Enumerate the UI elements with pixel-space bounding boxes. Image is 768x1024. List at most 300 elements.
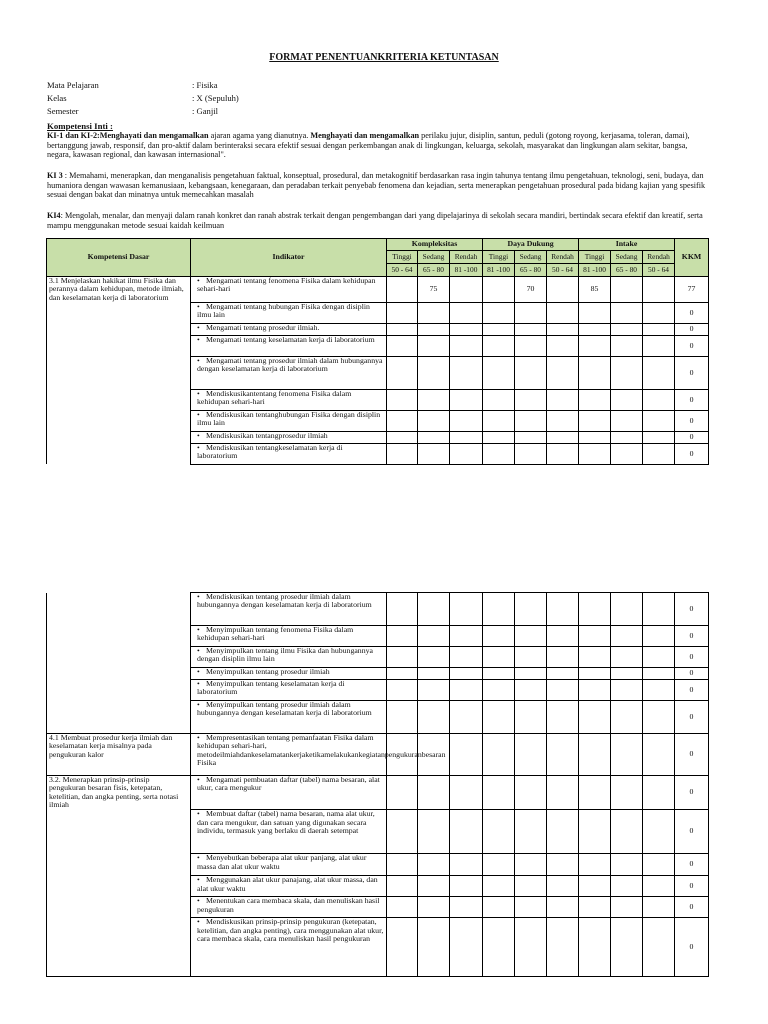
score-cell[interactable]	[483, 389, 515, 410]
score-cell[interactable]	[483, 410, 515, 431]
kkm-cell: 0	[675, 302, 709, 323]
score-cell[interactable]	[515, 356, 547, 389]
score-cell[interactable]	[450, 323, 483, 335]
score-cell[interactable]	[450, 701, 483, 734]
score-cell[interactable]	[418, 443, 450, 464]
ki4-text: : Mengolah, menalar, dan menyaji dalam ranah konkret dan ranah abstrak terkait dengan pengembangan dari yang dipelajarinya di sekolah secara mandiri, bertindak secara efektif dan kreatif, serta mampu menggunakan metode sesuai kaidah keilmuan	[47, 211, 703, 230]
indikator-text: Mendiskusikan tentangkeselamatan kerja di laboratorium	[197, 442, 343, 461]
bullet-icon: •	[197, 409, 200, 419]
indikator-cell	[191, 810, 387, 854]
score-cell[interactable]	[450, 431, 483, 443]
score-cell[interactable]: 70	[515, 277, 547, 303]
score-cell[interactable]	[579, 680, 611, 701]
score-cell[interactable]	[450, 626, 483, 647]
score-cell[interactable]	[515, 701, 547, 734]
score-cell[interactable]	[450, 647, 483, 668]
score-cell[interactable]	[643, 918, 675, 977]
score-cell[interactable]	[547, 680, 579, 701]
score-cell[interactable]	[483, 876, 515, 897]
indikator-cell	[191, 443, 387, 464]
score-cell[interactable]	[579, 668, 611, 680]
score-cell[interactable]	[643, 680, 675, 701]
document-title: FORMAT PENENTUANKRITERIA KETUNTASAN	[269, 52, 499, 63]
score-cell[interactable]	[547, 323, 579, 335]
score-cell[interactable]	[611, 810, 643, 854]
score-cell[interactable]	[483, 810, 515, 854]
score-cell[interactable]	[547, 734, 579, 776]
score-cell[interactable]	[387, 810, 418, 854]
score-cell[interactable]	[579, 443, 611, 464]
score-cell[interactable]	[515, 668, 547, 680]
score-cell[interactable]	[515, 680, 547, 701]
score-cell[interactable]	[611, 626, 643, 647]
meta-label: Mata Pelajaran	[47, 80, 99, 90]
score-cell[interactable]	[579, 918, 611, 977]
kompetensi-dasar-cell	[47, 302, 191, 323]
score-cell[interactable]	[643, 335, 675, 356]
score-cell[interactable]	[418, 776, 450, 810]
indikator-text: Mengamati tentang prosedur ilmiah dalam hubungannya dengan keselamatan kerja di laboratorium	[197, 355, 383, 374]
ki1-bold2: Menghayati dan mengamalkan	[310, 131, 420, 140]
indikator-cell	[191, 776, 387, 810]
score-cell[interactable]	[515, 593, 547, 626]
kkm-cell: 0	[675, 431, 709, 443]
score-cell[interactable]	[579, 776, 611, 810]
score-cell[interactable]	[643, 356, 675, 389]
score-cell[interactable]	[387, 647, 418, 668]
score-cell[interactable]	[387, 356, 418, 389]
score-cell[interactable]	[483, 668, 515, 680]
score-cell[interactable]	[450, 410, 483, 431]
score-cell[interactable]	[450, 668, 483, 680]
table-row	[47, 431, 709, 443]
meta-label: Semester	[47, 106, 79, 116]
score-cell[interactable]	[547, 701, 579, 734]
score-cell[interactable]	[515, 626, 547, 647]
bullet-icon: •	[197, 276, 200, 285]
score-cell[interactable]	[611, 897, 643, 918]
kkm-cell: 0	[675, 810, 709, 854]
score-cell[interactable]	[611, 734, 643, 776]
score-cell[interactable]	[483, 734, 515, 776]
score-cell[interactable]	[418, 668, 450, 680]
kompetensi-dasar-cell	[47, 431, 191, 443]
score-cell[interactable]	[515, 323, 547, 335]
table-row	[47, 302, 709, 323]
table-row	[47, 323, 709, 335]
score-cell[interactable]	[611, 854, 643, 876]
score-cell[interactable]	[547, 277, 579, 303]
score-cell[interactable]	[547, 335, 579, 356]
score-cell[interactable]	[515, 854, 547, 876]
indikator-text: Mengamati tentang prosedur ilmiah.	[206, 322, 320, 332]
indikator-cell	[191, 389, 387, 410]
score-cell[interactable]	[483, 918, 515, 977]
score-cell[interactable]	[643, 277, 675, 303]
meta-value: : Ganjil	[192, 106, 219, 116]
score-cell[interactable]	[387, 776, 418, 810]
kkm-cell: 0	[675, 443, 709, 464]
bullet-icon: •	[197, 301, 200, 311]
score-cell[interactable]	[547, 897, 579, 918]
score-cell[interactable]	[643, 410, 675, 431]
ki3-paragraph	[47, 171, 707, 200]
score-cell[interactable]	[387, 302, 418, 323]
score-cell[interactable]	[418, 593, 450, 626]
kompetensi-dasar-cell	[47, 897, 191, 918]
score-cell[interactable]	[611, 680, 643, 701]
kkm-cell: 0	[675, 680, 709, 701]
indikator-cell	[191, 431, 387, 443]
indikator-text: Mendiskusikan tentanghubungan Fisika dengan disiplin ilmu lain	[197, 409, 381, 428]
score-cell[interactable]	[483, 335, 515, 356]
score-cell[interactable]	[387, 431, 418, 443]
kompetensi-dasar-cell	[47, 701, 191, 734]
meta-value: : X (Sepuluh)	[192, 93, 239, 103]
score-cell[interactable]	[483, 443, 515, 464]
score-cell[interactable]	[579, 335, 611, 356]
score-cell[interactable]	[387, 701, 418, 734]
indikator-text: Menggunakan alat ukur panajang, alat ukur massa, dan alat ukur waktu	[197, 875, 378, 893]
score-cell[interactable]	[643, 668, 675, 680]
score-cell[interactable]	[418, 647, 450, 668]
score-cell[interactable]	[483, 323, 515, 335]
score-cell[interactable]	[643, 431, 675, 443]
indikator-cell	[191, 897, 387, 918]
score-cell[interactable]	[515, 918, 547, 977]
score-cell[interactable]	[579, 626, 611, 647]
kkm-cell: 0	[675, 323, 709, 335]
indikator-cell	[191, 323, 387, 335]
score-cell[interactable]	[418, 626, 450, 647]
table-row	[47, 593, 709, 626]
score-cell[interactable]	[418, 356, 450, 389]
score-cell[interactable]	[611, 876, 643, 897]
score-cell[interactable]	[387, 593, 418, 626]
table-row	[47, 810, 709, 854]
score-cell[interactable]	[547, 431, 579, 443]
score-cell[interactable]	[611, 389, 643, 410]
score-cell[interactable]	[643, 626, 675, 647]
score-cell[interactable]	[387, 918, 418, 977]
score-cell[interactable]	[611, 776, 643, 810]
score-cell[interactable]	[483, 302, 515, 323]
header-range: 65 - 80	[515, 264, 547, 277]
score-cell[interactable]	[611, 443, 643, 464]
bullet-icon: •	[197, 625, 200, 634]
score-cell[interactable]	[643, 810, 675, 854]
score-cell[interactable]	[450, 335, 483, 356]
kkm-cell: 0	[675, 668, 709, 680]
score-cell[interactable]	[483, 776, 515, 810]
score-cell[interactable]	[579, 701, 611, 734]
kkm-cell: 0	[675, 897, 709, 918]
score-cell[interactable]	[387, 277, 418, 303]
score-cell[interactable]	[547, 668, 579, 680]
indikator-cell	[191, 593, 387, 626]
score-cell[interactable]	[483, 680, 515, 701]
score-cell[interactable]	[579, 876, 611, 897]
kompetensi-dasar-cell	[47, 810, 191, 854]
header-sub-level: Tinggi	[483, 251, 515, 264]
score-cell[interactable]	[515, 876, 547, 897]
score-cell[interactable]	[483, 626, 515, 647]
indikator-text: Menentukan cara membaca skala, dan menuliskan hasil pengukuran	[197, 896, 380, 914]
score-cell[interactable]	[450, 810, 483, 854]
score-cell[interactable]	[515, 389, 547, 410]
score-cell[interactable]	[515, 647, 547, 668]
bullet-icon: •	[197, 334, 200, 344]
score-cell[interactable]	[611, 701, 643, 734]
indikator-text: Menyimpulkan tentang prosedur ilmiah	[206, 667, 330, 676]
score-cell[interactable]	[483, 647, 515, 668]
kkm-cell: 0	[675, 356, 709, 389]
score-cell[interactable]	[418, 389, 450, 410]
score-cell[interactable]	[643, 443, 675, 464]
indikator-text: Mendiskusikan prinsip-prinsip pengukuran (ketepatan, ketelitian, dan angka penting), cara menggunakan alat ukur, cara membaca skala, cara menuliskan hasil pengukuran	[197, 917, 384, 943]
score-cell[interactable]	[387, 443, 418, 464]
score-cell[interactable]	[579, 647, 611, 668]
score-cell[interactable]: 85	[579, 277, 611, 303]
meta-row-class	[47, 93, 239, 103]
score-cell[interactable]	[450, 277, 483, 303]
kompetensi-dasar-cell	[47, 918, 191, 977]
score-cell[interactable]	[611, 431, 643, 443]
score-cell[interactable]	[418, 897, 450, 918]
bullet-icon: •	[197, 679, 200, 688]
indikator-cell	[191, 410, 387, 431]
table-row	[47, 854, 709, 876]
kompetensi-dasar-cell	[47, 876, 191, 897]
score-cell[interactable]	[418, 410, 450, 431]
score-cell[interactable]	[579, 734, 611, 776]
score-cell[interactable]	[579, 897, 611, 918]
table-row	[47, 680, 709, 701]
score-cell[interactable]	[450, 918, 483, 977]
indikator-text: Menyimpulkan tentang prosedur ilmiah dalam hubungannya dengan keselamatan kerja di laboratorium	[197, 700, 372, 718]
score-cell[interactable]	[387, 323, 418, 335]
score-cell[interactable]	[450, 389, 483, 410]
kkm-cell: 0	[675, 335, 709, 356]
bullet-icon: •	[197, 646, 200, 655]
table-row	[47, 647, 709, 668]
score-cell[interactable]	[418, 876, 450, 897]
score-cell[interactable]	[387, 626, 418, 647]
score-cell[interactable]	[547, 776, 579, 810]
score-cell[interactable]	[611, 593, 643, 626]
score-cell[interactable]	[611, 323, 643, 335]
kompetensi-dasar-cell	[47, 593, 191, 626]
indikator-cell	[191, 680, 387, 701]
kkm-table-part1	[46, 238, 709, 465]
score-cell[interactable]	[643, 854, 675, 876]
kkm-cell: 0	[675, 734, 709, 776]
score-cell[interactable]	[418, 854, 450, 876]
score-cell[interactable]	[387, 897, 418, 918]
indikator-cell	[191, 854, 387, 876]
score-cell[interactable]	[611, 410, 643, 431]
ki4-lead: KI4	[47, 211, 61, 220]
kompetensi-dasar-cell: 3.1 Menjelaskan hakikat ilmu Fisika dan perannya dalam kehidupan, metode ilmiah, dan keselamatan kerja di laboratorium	[47, 277, 191, 303]
score-cell[interactable]	[450, 854, 483, 876]
header-sub-level: Tinggi	[579, 251, 611, 264]
table-row	[47, 356, 709, 389]
score-cell[interactable]	[643, 647, 675, 668]
score-cell[interactable]	[515, 734, 547, 776]
score-cell[interactable]	[483, 897, 515, 918]
score-cell[interactable]	[579, 854, 611, 876]
header-sub-level: Sedang	[418, 251, 450, 264]
score-cell[interactable]	[515, 897, 547, 918]
score-cell[interactable]	[387, 854, 418, 876]
table-row	[47, 701, 709, 734]
score-cell[interactable]	[387, 410, 418, 431]
score-cell[interactable]	[547, 647, 579, 668]
score-cell[interactable]	[418, 701, 450, 734]
score-cell[interactable]	[547, 410, 579, 431]
ki4-paragraph	[47, 211, 707, 230]
score-cell[interactable]	[547, 302, 579, 323]
kkm-cell: 0	[675, 876, 709, 897]
score-cell[interactable]	[547, 389, 579, 410]
ki1-paragraph	[47, 131, 707, 160]
score-cell[interactable]	[515, 431, 547, 443]
score-cell[interactable]	[643, 897, 675, 918]
score-cell[interactable]	[643, 593, 675, 626]
indikator-cell	[191, 876, 387, 897]
kkm-cell: 0	[675, 626, 709, 647]
score-cell[interactable]	[579, 389, 611, 410]
score-cell[interactable]	[450, 680, 483, 701]
score-cell[interactable]	[387, 668, 418, 680]
kompetensi-dasar-cell	[47, 854, 191, 876]
score-cell[interactable]	[515, 776, 547, 810]
score-cell[interactable]	[450, 876, 483, 897]
indikator-cell	[191, 626, 387, 647]
score-cell[interactable]	[547, 810, 579, 854]
score-cell[interactable]	[547, 593, 579, 626]
score-cell[interactable]	[418, 918, 450, 977]
score-cell[interactable]	[547, 876, 579, 897]
score-cell[interactable]	[387, 335, 418, 356]
score-cell[interactable]: 75	[418, 277, 450, 303]
score-cell[interactable]	[450, 734, 483, 776]
score-cell[interactable]	[579, 302, 611, 323]
score-cell[interactable]	[450, 593, 483, 626]
score-cell[interactable]	[643, 389, 675, 410]
header-sub-level: Rendah	[547, 251, 579, 264]
score-cell[interactable]	[547, 854, 579, 876]
score-cell[interactable]	[483, 277, 515, 303]
score-cell[interactable]	[611, 302, 643, 323]
score-cell[interactable]	[450, 302, 483, 323]
score-cell[interactable]	[450, 443, 483, 464]
bullet-icon: •	[197, 733, 200, 742]
kompetensi-dasar-cell: 4.1 Membuat prosedur kerja ilmiah dan keselamatan kerja misalnya pada pengukuran kalor	[47, 734, 191, 776]
header-range: 50 - 64	[643, 264, 675, 277]
kompetensi-inti-heading: Kompetensi Inti :	[47, 121, 113, 131]
score-cell[interactable]	[483, 593, 515, 626]
score-cell[interactable]	[611, 668, 643, 680]
score-cell[interactable]	[611, 918, 643, 977]
kkm-cell: 0	[675, 647, 709, 668]
score-cell[interactable]	[418, 431, 450, 443]
score-cell[interactable]	[547, 443, 579, 464]
score-cell[interactable]	[515, 410, 547, 431]
score-cell[interactable]	[611, 277, 643, 303]
score-cell[interactable]	[579, 431, 611, 443]
score-cell[interactable]	[611, 356, 643, 389]
score-cell[interactable]	[515, 302, 547, 323]
score-cell[interactable]	[579, 410, 611, 431]
score-cell[interactable]	[547, 626, 579, 647]
score-cell[interactable]	[579, 593, 611, 626]
score-cell[interactable]	[483, 701, 515, 734]
score-cell[interactable]	[579, 810, 611, 854]
score-cell[interactable]	[579, 356, 611, 389]
score-cell[interactable]	[450, 776, 483, 810]
kompetensi-dasar-cell	[47, 389, 191, 410]
score-cell[interactable]	[387, 876, 418, 897]
indikator-text: Mendiskusikan tentangprosedur ilmiah	[206, 430, 328, 440]
score-cell[interactable]	[643, 876, 675, 897]
score-cell[interactable]	[483, 431, 515, 443]
score-cell[interactable]	[643, 776, 675, 810]
score-cell[interactable]	[418, 680, 450, 701]
kompetensi-dasar-cell: 3.2. Menerapkan prinsip-prinsip pengukuran besaran fisis, ketepatan, ketelitian, dan angka penting, serta notasi ilmiah	[47, 776, 191, 810]
score-cell[interactable]	[643, 302, 675, 323]
table-row	[47, 734, 709, 776]
indikator-text: Membuat daftar (tabel) nama besaran, nama alat ukur, dan cara mengukur, dan satuan yang digunakan secara individu, termasuk yang berlaku di daerah setempat	[197, 809, 375, 835]
score-cell[interactable]	[515, 810, 547, 854]
table-row	[47, 626, 709, 647]
score-cell[interactable]	[643, 323, 675, 335]
indikator-text: Menyimpulkan tentang keselamatan kerja di laboratorium	[197, 679, 345, 697]
score-cell[interactable]	[418, 810, 450, 854]
score-cell[interactable]	[547, 356, 579, 389]
score-cell[interactable]	[450, 897, 483, 918]
score-cell[interactable]	[387, 680, 418, 701]
score-cell[interactable]	[547, 918, 579, 977]
kompetensi-dasar-cell	[47, 647, 191, 668]
score-cell[interactable]	[611, 335, 643, 356]
meta-row-subject	[47, 80, 218, 90]
score-cell[interactable]	[643, 701, 675, 734]
bullet-icon: •	[197, 917, 200, 927]
score-cell[interactable]	[515, 443, 547, 464]
score-cell[interactable]	[387, 389, 418, 410]
table-row	[47, 443, 709, 464]
table-row	[47, 389, 709, 410]
indikator-text: Mendiskusikan tentang prosedur ilmiah dalam hubungannya dengan keselamatan kerja di laboratorium	[197, 592, 372, 610]
score-cell[interactable]	[450, 356, 483, 389]
table-row	[47, 876, 709, 897]
bullet-icon: •	[197, 875, 200, 885]
score-cell[interactable]	[579, 323, 611, 335]
score-cell[interactable]	[418, 323, 450, 335]
score-cell[interactable]	[483, 356, 515, 389]
score-cell[interactable]	[418, 335, 450, 356]
score-cell[interactable]	[515, 335, 547, 356]
score-cell[interactable]	[643, 734, 675, 776]
header-range: 65 - 80	[418, 264, 450, 277]
score-cell[interactable]	[611, 647, 643, 668]
score-cell[interactable]	[418, 302, 450, 323]
meta-row-semester	[47, 106, 218, 116]
bullet-icon: •	[197, 809, 200, 819]
bullet-icon: •	[197, 592, 200, 601]
score-cell[interactable]	[483, 854, 515, 876]
